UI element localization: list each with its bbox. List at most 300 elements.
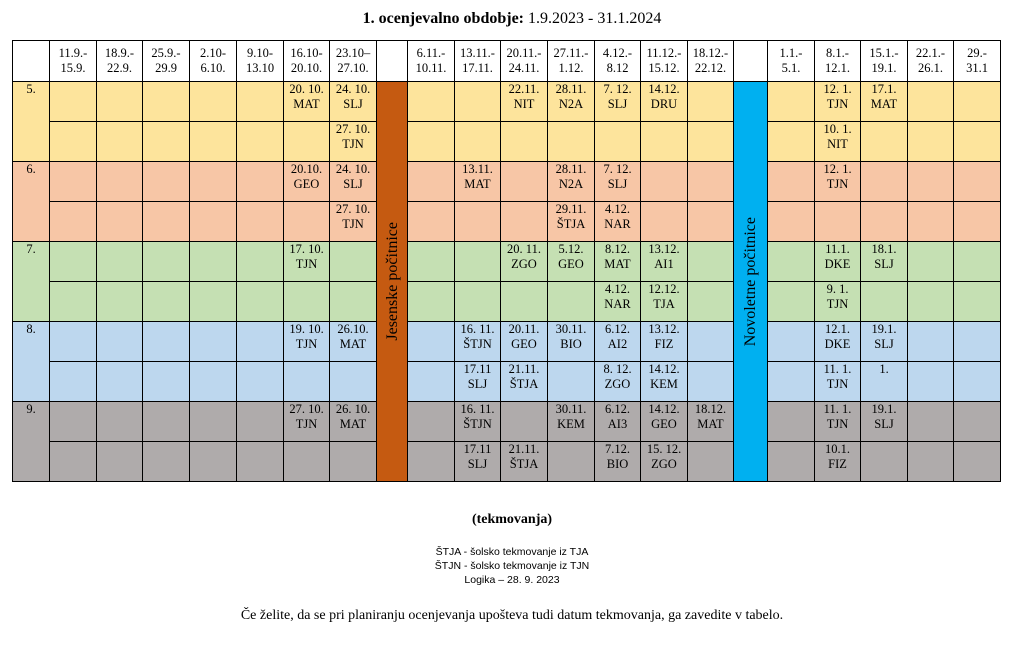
exam-cell[interactable] xyxy=(50,362,97,402)
exam-cell[interactable] xyxy=(190,162,237,202)
autumn-holidays-band xyxy=(377,82,408,482)
exam-cell[interactable] xyxy=(237,322,284,362)
exam-cell[interactable] xyxy=(501,442,548,482)
exam-subject: ZGO xyxy=(604,377,631,391)
exam-cell[interactable] xyxy=(815,362,861,402)
grade-label: 9. xyxy=(13,402,50,482)
exam-cell[interactable] xyxy=(330,162,377,202)
week-header-line: 15.12. xyxy=(648,61,680,75)
exam-cell[interactable] xyxy=(455,122,501,162)
exam-subject: TJA xyxy=(653,297,675,311)
exam-cell[interactable] xyxy=(284,202,330,242)
week-header xyxy=(768,41,815,82)
exam-date: 14.12. xyxy=(648,82,680,96)
exam-cell[interactable] xyxy=(641,242,688,282)
exam-date: 8.12. xyxy=(605,242,630,256)
exam-cell[interactable] xyxy=(143,82,190,122)
exam-cell[interactable] xyxy=(501,362,548,402)
exam-cell[interactable] xyxy=(455,162,501,202)
exam-cell[interactable] xyxy=(190,282,237,322)
exam-cell[interactable] xyxy=(595,402,641,442)
exam-subject: AI3 xyxy=(607,417,628,431)
exam-cell[interactable] xyxy=(815,242,861,282)
week-header-line: 11.9.- xyxy=(58,46,88,60)
exam-subject: KEM xyxy=(557,417,585,431)
exam-cell[interactable] xyxy=(237,242,284,282)
exam-cell[interactable] xyxy=(954,442,1001,482)
exam-cell[interactable] xyxy=(548,122,595,162)
exam-subject: DKE xyxy=(824,257,851,271)
exam-cell[interactable] xyxy=(815,162,861,202)
exam-cell[interactable] xyxy=(97,82,143,122)
exam-cell[interactable] xyxy=(501,122,548,162)
exam-cell[interactable] xyxy=(501,82,548,122)
exam-cell[interactable] xyxy=(908,122,954,162)
exam-cell[interactable] xyxy=(455,362,501,402)
exam-cell[interactable] xyxy=(688,122,734,162)
week-header xyxy=(190,41,237,82)
exam-cell[interactable] xyxy=(861,162,908,202)
exam-cell[interactable] xyxy=(284,242,330,282)
grade-row xyxy=(13,162,1001,202)
exam-cell[interactable] xyxy=(768,202,815,242)
exam-cell[interactable] xyxy=(954,242,1001,282)
exam-cell[interactable] xyxy=(595,82,641,122)
holiday-label: Novoletne počitnice xyxy=(742,216,759,347)
exam-cell[interactable] xyxy=(641,322,688,362)
exam-cell[interactable] xyxy=(190,442,237,482)
grade-label: 5. xyxy=(13,82,50,162)
exam-cell[interactable] xyxy=(954,322,1001,362)
exam-subject: MAT xyxy=(339,337,367,351)
exam-cell[interactable] xyxy=(284,322,330,362)
week-header-line: 20.10. xyxy=(290,61,323,75)
exam-cell[interactable] xyxy=(501,402,548,442)
exam-cell[interactable] xyxy=(237,282,284,322)
exam-cell[interactable] xyxy=(768,82,815,122)
exam-cell[interactable] xyxy=(97,122,143,162)
week-header-line: 8.12 xyxy=(606,61,629,75)
exam-cell[interactable] xyxy=(50,242,97,282)
week-header-line: 13.11.- xyxy=(460,46,495,60)
exam-subject: SLJ xyxy=(467,377,488,391)
exam-cell[interactable] xyxy=(908,322,954,362)
exam-date: 11.1. xyxy=(825,242,850,256)
exam-cell[interactable] xyxy=(641,122,688,162)
exam-date: 18.12. xyxy=(694,402,727,416)
exam-cell[interactable] xyxy=(815,202,861,242)
exam-cell[interactable] xyxy=(641,202,688,242)
exam-cell[interactable] xyxy=(595,242,641,282)
exam-cell[interactable] xyxy=(815,442,861,482)
exam-cell[interactable] xyxy=(548,442,595,482)
exam-cell[interactable] xyxy=(815,122,861,162)
exam-cell[interactable] xyxy=(284,122,330,162)
exam-cell[interactable] xyxy=(815,282,861,322)
exam-date: 11. 1. xyxy=(823,402,852,416)
exam-cell[interactable] xyxy=(190,122,237,162)
exam-cell[interactable] xyxy=(641,282,688,322)
exam-subject: ZGO xyxy=(651,457,677,471)
exam-cell[interactable] xyxy=(330,402,377,442)
exam-cell[interactable] xyxy=(237,82,284,122)
exam-subject: ZGO xyxy=(511,257,537,271)
exam-cell[interactable] xyxy=(641,402,688,442)
exam-cell[interactable] xyxy=(284,442,330,482)
exam-cell[interactable] xyxy=(688,242,734,282)
exam-cell[interactable] xyxy=(548,242,595,282)
exam-date: 20.10. xyxy=(290,162,323,176)
exam-cell[interactable] xyxy=(330,122,377,162)
exam-cell[interactable] xyxy=(861,202,908,242)
exam-subject: SLJ xyxy=(467,457,488,471)
exam-cell[interactable] xyxy=(548,402,595,442)
exam-subject: ŠTJN xyxy=(463,417,492,431)
exam-date: 4.12. xyxy=(605,202,630,216)
exam-cell[interactable] xyxy=(237,402,284,442)
week-header xyxy=(501,41,548,82)
exam-cell[interactable] xyxy=(954,122,1001,162)
exam-cell[interactable] xyxy=(548,362,595,402)
exam-cell[interactable] xyxy=(97,242,143,282)
exam-cell[interactable] xyxy=(768,282,815,322)
exam-cell[interactable] xyxy=(330,362,377,402)
exam-cell[interactable] xyxy=(501,202,548,242)
exam-cell[interactable] xyxy=(97,162,143,202)
exam-cell[interactable] xyxy=(143,122,190,162)
exam-cell[interactable] xyxy=(455,402,501,442)
exam-cell[interactable] xyxy=(815,402,861,442)
exam-cell[interactable] xyxy=(408,442,455,482)
exam-date: 12.1. xyxy=(825,322,850,336)
exam-cell[interactable] xyxy=(908,282,954,322)
exam-cell[interactable] xyxy=(330,242,377,282)
week-header xyxy=(237,41,284,82)
exam-date: 17.11 xyxy=(463,442,492,456)
week-header xyxy=(595,41,641,82)
exam-cell[interactable] xyxy=(97,442,143,482)
exam-cell[interactable] xyxy=(768,242,815,282)
exam-cell[interactable] xyxy=(768,362,815,402)
exam-cell[interactable] xyxy=(548,162,595,202)
exam-cell[interactable] xyxy=(954,362,1001,402)
exam-subject: DRU xyxy=(650,97,678,111)
exam-cell[interactable] xyxy=(688,442,734,482)
exam-cell[interactable] xyxy=(908,362,954,402)
week-header-line: 17.11. xyxy=(462,61,493,75)
exam-cell[interactable] xyxy=(954,202,1001,242)
exam-cell[interactable] xyxy=(548,322,595,362)
exam-cell[interactable] xyxy=(50,122,97,162)
exam-date: 24. 10. xyxy=(335,162,371,176)
exam-cell[interactable] xyxy=(408,362,455,402)
exam-cell[interactable] xyxy=(908,82,954,122)
exam-cell[interactable] xyxy=(861,122,908,162)
exam-cell[interactable] xyxy=(143,162,190,202)
exam-cell[interactable] xyxy=(641,442,688,482)
exam-cell[interactable] xyxy=(768,162,815,202)
exam-subject: TJN xyxy=(826,177,849,191)
exam-cell[interactable] xyxy=(768,402,815,442)
exam-date: 16. 11. xyxy=(460,322,495,336)
week-header xyxy=(908,41,954,82)
exam-date: 27. 10. xyxy=(335,122,371,136)
legend-line: ŠTJN - šolsko tekmovanje iz TJN xyxy=(434,560,590,572)
week-header-line: 6.10. xyxy=(200,61,226,75)
week-header-line: 1.1.- xyxy=(779,46,803,60)
exam-date: 30.11. xyxy=(555,402,587,416)
week-header-line: 11.12.- xyxy=(646,46,682,60)
week-header-line: 1.12. xyxy=(558,61,584,75)
week-header-line: 6.11.- xyxy=(416,46,446,60)
exam-cell[interactable] xyxy=(97,402,143,442)
exam-cell[interactable] xyxy=(330,202,377,242)
exam-cell[interactable] xyxy=(143,402,190,442)
exam-cell[interactable] xyxy=(143,362,190,402)
exam-date: 7.12. xyxy=(605,442,630,456)
exam-cell[interactable] xyxy=(284,282,330,322)
exam-cell[interactable] xyxy=(861,442,908,482)
exam-cell[interactable] xyxy=(861,82,908,122)
exam-cell[interactable] xyxy=(688,82,734,122)
week-header-line: 9.10- xyxy=(246,46,274,60)
exam-cell[interactable] xyxy=(688,402,734,442)
exam-date: 13.12. xyxy=(648,322,680,336)
exam-subject: BIO xyxy=(560,337,582,351)
exam-cell[interactable] xyxy=(595,202,641,242)
exam-cell[interactable] xyxy=(237,122,284,162)
exam-cell[interactable] xyxy=(861,402,908,442)
exam-cell[interactable] xyxy=(455,202,501,242)
exam-cell[interactable] xyxy=(954,282,1001,322)
exam-cell[interactable] xyxy=(501,242,548,282)
exam-subject: N2A xyxy=(558,97,584,111)
exam-cell[interactable] xyxy=(641,82,688,122)
exam-cell[interactable] xyxy=(408,282,455,322)
exam-cell[interactable] xyxy=(501,322,548,362)
exam-cell[interactable] xyxy=(50,82,97,122)
exam-cell[interactable] xyxy=(595,162,641,202)
week-header xyxy=(143,41,190,82)
exam-cell[interactable] xyxy=(815,82,861,122)
exam-cell[interactable] xyxy=(455,322,501,362)
week-header-line: 20.11.- xyxy=(506,46,542,60)
exam-cell[interactable] xyxy=(143,442,190,482)
exam-cell[interactable] xyxy=(908,402,954,442)
exam-cell[interactable] xyxy=(548,82,595,122)
exam-date: 4.12. xyxy=(605,282,630,296)
exam-cell[interactable] xyxy=(284,402,330,442)
exam-cell[interactable] xyxy=(908,162,954,202)
exam-cell[interactable] xyxy=(97,362,143,402)
exam-cell[interactable] xyxy=(768,122,815,162)
exam-cell[interactable] xyxy=(190,362,237,402)
week-header-line: 22.12. xyxy=(694,61,727,75)
exam-date: 9. 1. xyxy=(826,282,849,296)
exam-cell[interactable] xyxy=(143,282,190,322)
exam-subject: NAR xyxy=(604,297,631,311)
grade-row xyxy=(13,442,1001,482)
grade-row xyxy=(13,282,1001,322)
exam-cell[interactable] xyxy=(688,202,734,242)
grade-row xyxy=(13,122,1001,162)
exam-date: 28.11. xyxy=(555,162,587,176)
week-header-line: 8.1.- xyxy=(826,46,849,60)
exam-date: 6.12. xyxy=(605,402,630,416)
exam-cell[interactable] xyxy=(237,162,284,202)
exam-date: 21.11. xyxy=(508,362,540,376)
week-header xyxy=(408,41,455,82)
exam-cell[interactable] xyxy=(50,282,97,322)
exam-cell[interactable] xyxy=(815,322,861,362)
exam-cell[interactable] xyxy=(954,162,1001,202)
exam-cell[interactable] xyxy=(455,282,501,322)
week-header xyxy=(377,41,408,82)
exam-cell[interactable] xyxy=(284,162,330,202)
exam-cell[interactable] xyxy=(548,202,595,242)
exam-cell[interactable] xyxy=(97,282,143,322)
grade-row xyxy=(13,322,1001,362)
exam-cell[interactable] xyxy=(688,162,734,202)
exam-cell[interactable] xyxy=(237,362,284,402)
exam-cell[interactable] xyxy=(408,242,455,282)
week-header xyxy=(330,41,377,82)
exam-cell[interactable] xyxy=(408,322,455,362)
exam-cell[interactable] xyxy=(548,282,595,322)
exam-cell[interactable] xyxy=(50,162,97,202)
exam-cell[interactable] xyxy=(408,402,455,442)
exam-cell[interactable] xyxy=(330,82,377,122)
exam-cell[interactable] xyxy=(97,202,143,242)
exam-cell[interactable] xyxy=(237,202,284,242)
exam-date: 13.12. xyxy=(648,242,680,256)
exam-cell[interactable] xyxy=(501,282,548,322)
exam-subject: AI1 xyxy=(654,257,674,271)
week-header-line: 13.10 xyxy=(245,61,275,75)
exam-cell[interactable] xyxy=(237,442,284,482)
exam-cell[interactable] xyxy=(954,402,1001,442)
exam-date: 29.11. xyxy=(555,202,587,216)
exam-cell[interactable] xyxy=(688,322,734,362)
exam-subject: MAT xyxy=(339,417,367,431)
exam-cell[interactable] xyxy=(501,162,548,202)
exam-subject: DKE xyxy=(824,337,851,351)
exam-cell[interactable] xyxy=(408,122,455,162)
exam-cell[interactable] xyxy=(595,282,641,322)
exam-cell[interactable] xyxy=(330,322,377,362)
exam-cell[interactable] xyxy=(190,322,237,362)
exam-cell[interactable] xyxy=(861,242,908,282)
exam-date: 26. 10. xyxy=(335,402,371,416)
exam-cell[interactable] xyxy=(595,322,641,362)
exam-subject: TJN xyxy=(826,377,849,391)
exam-date: 11. 1. xyxy=(823,362,852,376)
exam-cell[interactable] xyxy=(330,442,377,482)
week-header-line: 19.1. xyxy=(871,61,897,75)
exam-cell[interactable] xyxy=(190,82,237,122)
week-header-line: 15.9. xyxy=(60,61,86,75)
exam-cell[interactable] xyxy=(954,82,1001,122)
exam-cell[interactable] xyxy=(688,362,734,402)
exam-cell[interactable] xyxy=(641,362,688,402)
exam-cell[interactable] xyxy=(190,242,237,282)
exam-cell[interactable] xyxy=(455,242,501,282)
exam-date: 18.1. xyxy=(871,242,897,256)
exam-date: 19. 10. xyxy=(289,322,324,336)
exam-cell[interactable] xyxy=(455,442,501,482)
exam-subject: NIT xyxy=(513,97,535,111)
exam-cell[interactable] xyxy=(455,82,501,122)
exam-cell[interactable] xyxy=(143,242,190,282)
exam-date: 30.11. xyxy=(555,322,587,336)
exam-cell[interactable] xyxy=(330,282,377,322)
exam-cell[interactable] xyxy=(50,442,97,482)
exam-cell[interactable] xyxy=(190,202,237,242)
exam-date: 12.12. xyxy=(648,282,680,296)
exam-cell[interactable] xyxy=(908,202,954,242)
exam-cell[interactable] xyxy=(284,82,330,122)
exam-date: 12. 1. xyxy=(823,82,852,96)
week-header-line: 4.12.- xyxy=(602,46,633,60)
exam-cell[interactable] xyxy=(408,202,455,242)
title-bold: 1. ocenjevalno obdobje: xyxy=(362,10,524,27)
exam-cell[interactable] xyxy=(408,162,455,202)
exam-date: 26.10. xyxy=(337,322,369,336)
exam-cell[interactable] xyxy=(768,442,815,482)
exam-cell[interactable] xyxy=(50,202,97,242)
exam-cell[interactable] xyxy=(190,402,237,442)
exam-date: 20.11. xyxy=(508,322,540,336)
exam-cell[interactable] xyxy=(143,322,190,362)
exam-cell[interactable] xyxy=(50,402,97,442)
week-header-line: 27.11.- xyxy=(553,46,589,60)
exam-cell[interactable] xyxy=(143,202,190,242)
exam-date: 28.11. xyxy=(555,82,587,96)
exam-cell[interactable] xyxy=(908,442,954,482)
exam-cell[interactable] xyxy=(284,362,330,402)
exam-date: 20. 11. xyxy=(507,242,541,256)
exam-cell[interactable] xyxy=(861,282,908,322)
exam-cell[interactable] xyxy=(97,322,143,362)
grade-row xyxy=(13,82,1001,122)
exam-subject: AI2 xyxy=(607,337,628,351)
week-header xyxy=(861,41,908,82)
exam-cell[interactable] xyxy=(861,362,908,402)
exam-cell[interactable] xyxy=(408,82,455,122)
exam-date: 16. 11. xyxy=(460,402,495,416)
exam-cell[interactable] xyxy=(595,362,641,402)
week-header-line: 29.9 xyxy=(155,61,177,75)
exam-cell[interactable] xyxy=(688,282,734,322)
exam-subject: NAR xyxy=(604,217,631,231)
week-header-line: 23.10– xyxy=(335,46,371,60)
exam-cell[interactable] xyxy=(595,122,641,162)
exam-subject: FIZ xyxy=(828,457,847,471)
exam-date: 13.11. xyxy=(462,162,493,176)
exam-cell[interactable] xyxy=(641,162,688,202)
exam-cell[interactable] xyxy=(595,442,641,482)
exam-cell[interactable] xyxy=(908,242,954,282)
exam-cell[interactable] xyxy=(50,322,97,362)
exam-cell[interactable] xyxy=(861,322,908,362)
exam-subject: SLJ xyxy=(874,337,894,351)
header-row xyxy=(13,41,1001,82)
legend-line: ŠTJA - šolsko tekmovanje iz TJA xyxy=(435,546,589,558)
week-header xyxy=(641,41,688,82)
week-header xyxy=(284,41,330,82)
exam-cell[interactable] xyxy=(768,322,815,362)
newyear-holidays-band xyxy=(734,82,768,482)
